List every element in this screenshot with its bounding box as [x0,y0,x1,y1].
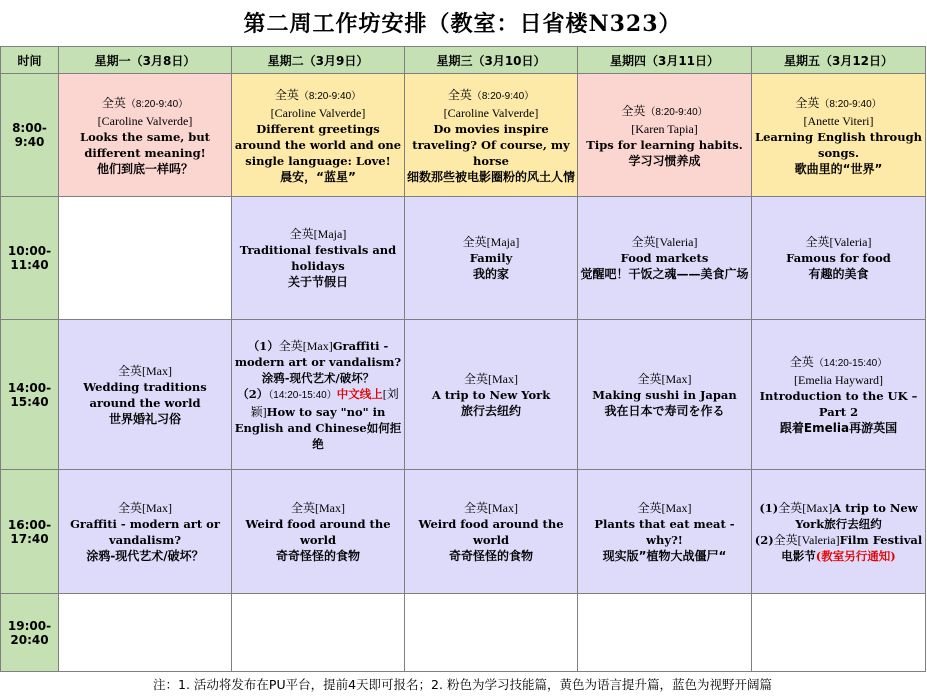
empty-cell [578,594,752,672]
table-row [1,594,926,672]
session-cell: 全英[Valeria] Food markets 觉醒吧！干饭之魂——美食广场 [578,197,752,320]
session-cell: 全英（8:20-9:40） [Karen Tapia] Tips for learning habits. 学习习惯养成 [578,74,752,197]
session-cell: (1)全英[Max]A trip to New York旅行去纽约 (2)全英[Valeria]Film Festival 电影节(教室另行通知) [752,470,926,594]
empty-cell [232,594,405,672]
session-cell: 全英[Maja] Traditional festivals and holidays 关于节假日 [232,197,405,320]
time-slot: 16:00-17:40 [1,470,59,594]
empty-cell [59,197,232,320]
header-thursday: 星期四（3月11日） [578,47,752,74]
page-title: 第二周工作坊安排（教室：日省楼N323） [243,11,682,37]
empty-cell [405,594,578,672]
empty-cell [59,594,232,672]
session-cell: 全英[Valeria] Famous for food 有趣的美食 [752,197,926,320]
header-time: 时间 [1,47,59,74]
session-cell: 全英（8:20-9:40） [Caroline Valverde] Different greetings around the world and one single language: Love! 晨安，“蓝星” [232,74,405,197]
session-cell: 全英[Max] Graffiti - modern art or vandalism? 涂鸦-现代艺术/破坏？ [59,470,232,594]
header-friday: 星期五（3月12日） [752,47,926,74]
session-cell: （1）全英[Max]Graffiti - modern art or vandalism?涂鸦-现代艺术/破坏？ （2）（14:20-15:40）中文线上[刘颖]How to say "no" in English and Chinese如何拒绝 [232,320,405,470]
time-slot: 10:00-11:40 [1,197,59,320]
header-wednesday: 星期三（3月10日） [405,47,578,74]
header-row [1,47,926,74]
session-cell: 全英[Max] Making sushi in Japan 我在日本で寿司を作る [578,320,752,470]
session-cell: 全英[Max] Weird food around the world 奇奇怪怪的食物 [232,470,405,594]
time-slot: 19:00-20:40 [1,594,59,672]
header-tuesday: 星期二（3月9日） [232,47,405,74]
session-cell: 全英（8:20-9:40） [Caroline Valverde] Looks the same, but different meaning! 他们到底一样吗？ [59,74,232,197]
footnote: 注：1. 活动将发布在PU平台，提前4天即可报名；2. 粉色为学习技能篇，黄色为语言提升篇，蓝色为视野开阔篇 [153,677,772,692]
table-row [1,197,926,320]
session-cell: 全英[Maja] Family 我的家 [405,197,578,320]
session-cell: 全英[Max] A trip to New York 旅行去纽约 [405,320,578,470]
session-cell: 全英[Max] Wedding traditions around the world 世界婚礼习俗 [59,320,232,470]
table-row [1,320,926,470]
time-slot: 14:00-15:40 [1,320,59,470]
session-cell: 全英[Max] Weird food around the world 奇奇怪怪的食物 [405,470,578,594]
header-monday: 星期一（3月8日） [59,47,232,74]
session-cell: 全英[Max] Plants that eat meat - why?! 现实版”植物大战僵尸“ [578,470,752,594]
session-cell: 全英（8:20-9:40） [Anette Viteri] Learning English through songs. 歌曲里的“世界” [752,74,926,197]
empty-cell [752,594,926,672]
time-slot: 8:00-9:40 [1,74,59,197]
schedule-table [0,46,926,672]
session-cell: 全英（14:20-15:40） [Emelia Hayward] Introduction to the UK – Part 2 跟着Emelia再游英国 [752,320,926,470]
table-row [1,470,926,594]
table-row [1,74,926,197]
session-cell: 全英（8:20-9:40） [Caroline Valverde] Do movies inspire traveling? Of course, my horse 细数那些被电影圈粉的风土人情 [405,74,578,197]
